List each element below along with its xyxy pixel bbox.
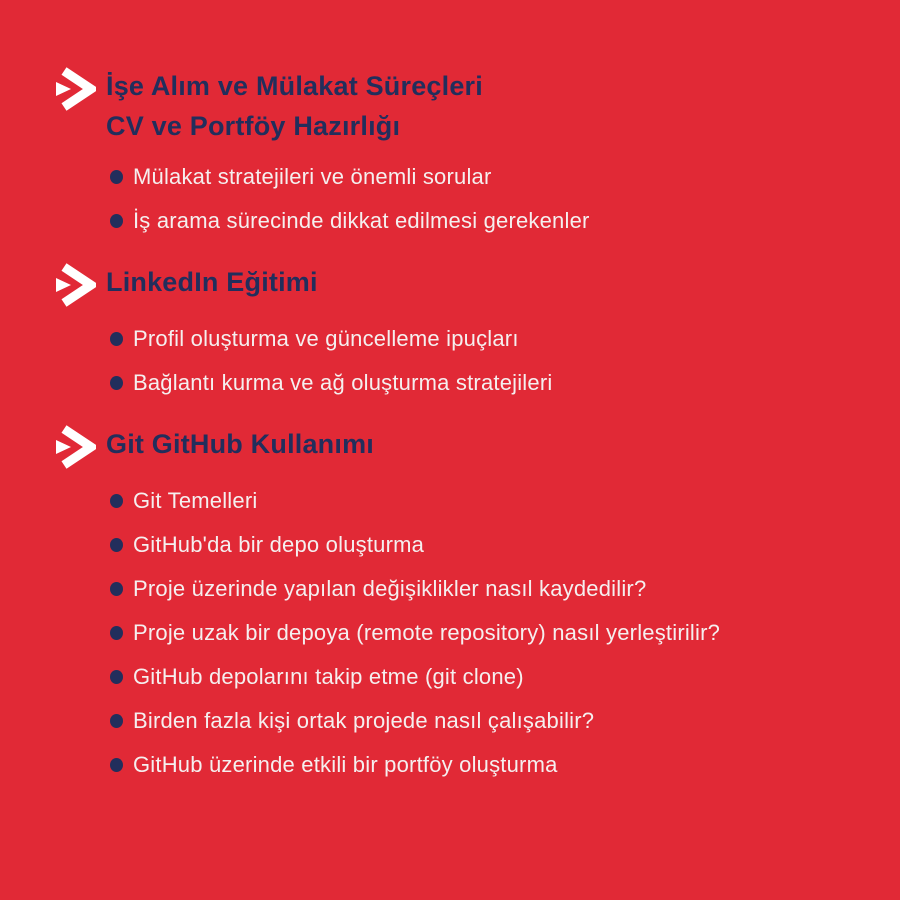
double-chevron-right-icon (52, 424, 96, 470)
bullet-list (110, 323, 860, 398)
section-title-line: İşe Alım ve Mülakat Süreçleri (106, 71, 483, 101)
bullet-dot-icon (110, 758, 123, 772)
list-item-text: Proje üzerinde yapılan değişiklikler nasıl kaydedilir? (133, 576, 647, 601)
bullet-dot-icon (110, 214, 123, 228)
list-item (110, 205, 860, 236)
list-item-text: GitHub üzerinde etkili bir portföy oluşturma (133, 752, 558, 777)
section (52, 66, 860, 236)
list-item (110, 661, 860, 692)
list-item (110, 323, 860, 354)
bullet-dot-icon (110, 582, 123, 596)
list-item-text: Git Temelleri (133, 488, 258, 513)
list-item-text: Mülakat stratejileri ve önemli sorular (133, 164, 492, 189)
bullet-dot-icon (110, 626, 123, 640)
double-chevron-right-icon (52, 262, 96, 308)
section-title-line: Git GitHub Kullanımı (106, 429, 374, 459)
section-header (52, 424, 860, 470)
list-item-text: Profil oluşturma ve güncelleme ipuçları (133, 326, 519, 351)
bullet-dot-icon (110, 376, 123, 390)
section-header (52, 262, 860, 308)
list-item-text: Birden fazla kişi ortak projede nasıl çalışabilir? (133, 708, 595, 733)
bullet-dot-icon (110, 332, 123, 346)
section-title (106, 424, 374, 464)
list-item (110, 485, 860, 516)
section-title (106, 262, 318, 302)
list-item-text: Proje uzak bir depoya (remote repository) nasıl yerleştirilir? (133, 620, 721, 645)
list-item (110, 529, 860, 560)
section-title-line: LinkedIn Eğitimi (106, 267, 318, 297)
list-item (110, 367, 860, 398)
list-item-text: GitHub'da bir depo oluşturma (133, 532, 425, 557)
list-item (110, 161, 860, 192)
section-header (52, 66, 860, 146)
list-item-text: GitHub depolarını takip etme (git clone) (133, 664, 524, 689)
list-item-text: İş arama sürecinde dikkat edilmesi gerekenler (133, 208, 590, 233)
section-title-line: CV ve Portföy Hazırlığı (106, 111, 401, 141)
list-item (110, 749, 860, 780)
bullet-dot-icon (110, 714, 123, 728)
bullet-dot-icon (110, 170, 123, 184)
list-item-text: Bağlantı kurma ve ağ oluşturma stratejileri (133, 370, 553, 395)
bullet-list (110, 485, 860, 780)
list-item (110, 705, 860, 736)
list-item (110, 573, 860, 604)
bullet-dot-icon (110, 670, 123, 684)
list-item (110, 617, 860, 648)
bullet-dot-icon (110, 538, 123, 552)
section (52, 262, 860, 398)
double-chevron-right-icon (52, 66, 96, 112)
section (52, 424, 860, 780)
bullet-list (110, 161, 860, 236)
section-title (106, 66, 483, 146)
bullet-dot-icon (110, 494, 123, 508)
